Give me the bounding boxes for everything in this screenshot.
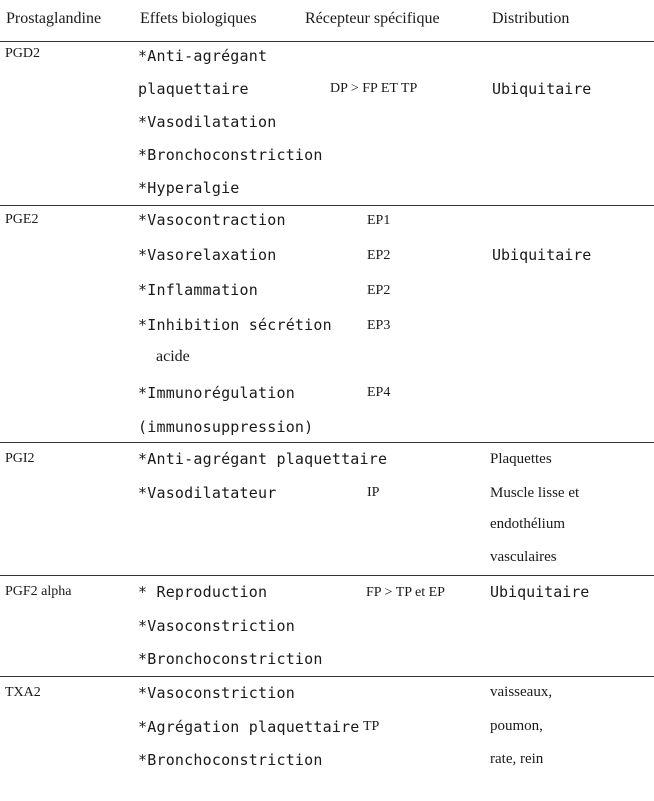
effect-line: *Inflammation	[138, 281, 258, 299]
row-divider	[0, 676, 654, 677]
receptor-line: DP > FP ET TP	[330, 81, 418, 96]
effect-line: * Reproduction	[138, 583, 268, 601]
effect-line: plaquettaire	[138, 80, 249, 98]
header-rule	[0, 41, 654, 42]
distribution-line: vasculaires	[490, 549, 557, 565]
header-distribution: Distribution	[492, 10, 570, 27]
prostaglandine-name: PGI2	[5, 451, 35, 466]
effect-line: *Vasoconstriction	[138, 684, 295, 702]
effect-line: (immunosuppression)	[138, 418, 314, 436]
distribution-line: Muscle lisse et	[490, 485, 580, 501]
effect-line: *Immunorégulation	[138, 384, 295, 402]
distribution-line: Plaquettes	[490, 451, 552, 467]
effect-line: *Vasoconstriction	[138, 617, 295, 635]
distribution-line: Ubiquitaire	[492, 246, 592, 264]
prostaglandine-name: PGF2 alpha	[5, 584, 72, 599]
header-recepteur-specifique: Récepteur spécifique	[305, 10, 440, 27]
effect-line: *Inhibition sécrétion	[138, 316, 332, 334]
effect-line: *Bronchoconstriction	[138, 751, 323, 769]
receptor-line: IP	[367, 485, 380, 500]
distribution-line: Ubiquitaire	[490, 583, 590, 601]
effect-line: *Anti-agrégant plaquettaire	[138, 450, 388, 468]
distribution-line: poumon,	[490, 718, 543, 734]
header-prostaglandine: Prostaglandine	[6, 10, 102, 27]
effect-line: *Bronchoconstriction	[138, 650, 323, 668]
prostaglandine-name: PGD2	[5, 46, 41, 61]
effect-line: *Vasodilatation	[138, 113, 277, 131]
effect-line: *Anti-agrégant	[138, 47, 268, 65]
row-divider	[0, 442, 654, 443]
effect-line: *Vasodilatateur	[138, 484, 277, 502]
receptor-line: FP > TP et EP	[366, 585, 445, 600]
effect-line: *Hyperalgie	[138, 179, 240, 197]
row-divider	[0, 575, 654, 576]
effect-line: *Agrégation plaquettaire	[138, 718, 360, 736]
receptor-line: EP2	[367, 248, 391, 263]
row-divider	[0, 205, 654, 206]
effect-line: acide	[156, 348, 190, 365]
distribution-line: rate, rein	[490, 751, 544, 767]
receptor-line: EP2	[367, 283, 391, 298]
effect-line: *Vasocontraction	[138, 211, 286, 229]
prostaglandine-name: PGE2	[5, 212, 39, 227]
receptor-line: EP1	[367, 213, 391, 228]
receptor-line: EP4	[367, 385, 391, 400]
receptor-line: TP	[363, 719, 380, 734]
prostaglandine-name: TXA2	[5, 685, 41, 700]
distribution-line: endothélium	[490, 516, 565, 532]
header-effets-biologiques: Effets biologiques	[140, 10, 257, 27]
receptor-line: EP3	[367, 318, 391, 333]
effect-line: *Vasorelaxation	[138, 246, 277, 264]
distribution-line: vaisseaux,	[490, 684, 553, 700]
effect-line: *Bronchoconstriction	[138, 146, 323, 164]
distribution-line: Ubiquitaire	[492, 80, 592, 98]
